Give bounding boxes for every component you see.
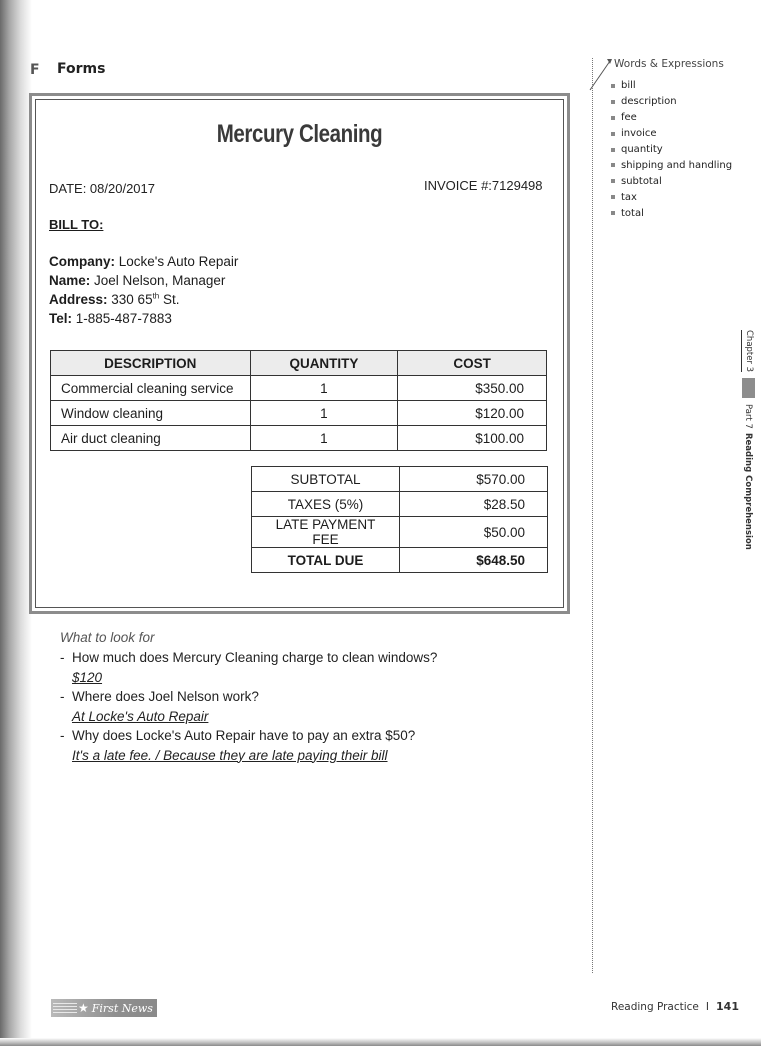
list-item bbox=[611, 142, 732, 158]
totals-value: $570.00 bbox=[400, 467, 548, 492]
invoice-number: INVOICE #:7129498 bbox=[424, 178, 543, 193]
list-item-text: shipping and handling bbox=[621, 159, 733, 171]
logo-streaks bbox=[53, 1003, 77, 1013]
page-number: 141 bbox=[716, 1000, 739, 1013]
part-section-label: Reading Comprehension bbox=[743, 432, 753, 550]
bullet-icon bbox=[611, 211, 615, 215]
bill-name-value: Joel Nelson, Manager bbox=[94, 273, 226, 288]
item-cost: $100.00 bbox=[398, 426, 547, 451]
tab-marker-block bbox=[742, 378, 755, 398]
item-cost: $350.00 bbox=[398, 376, 547, 401]
item-quantity: 1 bbox=[250, 426, 398, 451]
answer: At Locke's Auto Repair bbox=[72, 708, 209, 724]
totals-value: $648.50 bbox=[400, 548, 548, 573]
bill-address-value bbox=[111, 292, 179, 307]
what-to-look-for bbox=[60, 630, 437, 765]
list-item-text: tax bbox=[621, 191, 637, 203]
list-item-text: invoice bbox=[621, 128, 657, 140]
totals-row-subtotal bbox=[252, 467, 548, 492]
bullet-icon bbox=[611, 100, 615, 104]
bill-name-line bbox=[49, 271, 238, 290]
question bbox=[60, 687, 437, 707]
list-item bbox=[611, 173, 732, 189]
totals-label: TAXES (5%) bbox=[252, 492, 400, 517]
item-description: Commercial cleaning service bbox=[51, 376, 251, 401]
table-row bbox=[51, 426, 547, 451]
bill-address-suffix: th bbox=[152, 291, 160, 301]
part-label: Part 7 bbox=[743, 404, 753, 429]
bullet-icon bbox=[611, 132, 615, 136]
header-quantity: QUANTITY bbox=[250, 351, 398, 376]
chapter-label: Chapter 3 bbox=[741, 330, 755, 372]
bill-company-line bbox=[49, 252, 238, 271]
bill-address-number: 330 65 bbox=[111, 292, 153, 307]
words-expressions-title: Words & Expressions bbox=[614, 58, 724, 70]
bill-address-street: St. bbox=[159, 292, 180, 307]
totals-row-late-fee bbox=[252, 517, 548, 548]
invoice-inner-border bbox=[35, 99, 564, 608]
totals-row-taxes bbox=[252, 492, 548, 517]
bill-company-label: Company: bbox=[49, 254, 116, 269]
bullet-icon bbox=[611, 148, 615, 152]
answer: It's a late fee. / Because they are late paying their bill bbox=[72, 747, 388, 763]
bullet-icon bbox=[611, 179, 615, 183]
sidebar-divider bbox=[592, 58, 593, 973]
bullet-icon bbox=[611, 195, 615, 199]
page-footer bbox=[611, 1000, 739, 1013]
item-cost: $120.00 bbox=[398, 401, 547, 426]
list-item-text: subtotal bbox=[621, 175, 662, 187]
bill-address-line bbox=[49, 290, 238, 309]
list-item-text: total bbox=[621, 207, 644, 219]
items-header-row bbox=[51, 351, 547, 376]
bill-address-label: Address: bbox=[49, 292, 108, 307]
item-description: Air duct cleaning bbox=[51, 426, 251, 451]
table-row bbox=[51, 376, 547, 401]
totals-value: $50.00 bbox=[400, 517, 548, 548]
bullet-icon bbox=[611, 163, 615, 167]
answer: $120 bbox=[72, 669, 103, 685]
totals-value: $28.50 bbox=[400, 492, 548, 517]
question bbox=[60, 726, 437, 746]
dash-bullet: - bbox=[60, 728, 65, 743]
bullet-icon bbox=[611, 84, 615, 88]
list-item bbox=[611, 205, 732, 221]
footer-separator: I bbox=[705, 1001, 710, 1013]
book-spine-shadow bbox=[0, 0, 32, 1046]
list-item bbox=[611, 189, 732, 205]
list-item-text: bill bbox=[621, 80, 636, 92]
list-item-text: quantity bbox=[621, 144, 663, 155]
list-item bbox=[611, 157, 732, 173]
dash-bullet: - bbox=[60, 650, 65, 665]
words-expressions-list bbox=[611, 78, 732, 221]
question-text: How much does Mercury Cleaning charge to clean windows? bbox=[72, 650, 438, 665]
question bbox=[60, 648, 437, 668]
what-to-look-for-title: What to look for bbox=[60, 630, 155, 645]
bill-to-heading: BILL TO: bbox=[49, 217, 104, 232]
totals-label: SUBTOTAL bbox=[252, 467, 400, 492]
page-bottom-edge bbox=[0, 1038, 761, 1046]
list-item bbox=[611, 110, 732, 126]
logo-text: First News bbox=[91, 1001, 153, 1015]
totals-label: LATE PAYMENT FEE bbox=[252, 517, 400, 548]
table-row bbox=[51, 401, 547, 426]
bill-name-label: Name: bbox=[49, 273, 91, 288]
list-item bbox=[611, 94, 732, 110]
footer-label: Reading Practice bbox=[611, 1001, 699, 1013]
list-item-text: description bbox=[621, 96, 677, 108]
chapter-side-tab bbox=[741, 330, 755, 550]
invoice-date: DATE: 08/20/2017 bbox=[49, 181, 155, 196]
first-news-logo bbox=[51, 999, 157, 1017]
bill-to-details bbox=[49, 252, 238, 328]
bullet-icon bbox=[611, 116, 615, 120]
totals-table bbox=[251, 466, 548, 573]
bill-company-value: Locke's Auto Repair bbox=[118, 254, 239, 269]
section-letter: F bbox=[30, 62, 40, 78]
question-text: Why does Locke's Auto Repair have to pay an extra $50? bbox=[72, 728, 416, 743]
bill-tel-label: Tel: bbox=[49, 311, 72, 326]
dash-bullet: - bbox=[60, 689, 65, 704]
header-description: DESCRIPTION bbox=[51, 351, 251, 376]
invoice-company-title: Mercury Cleaning bbox=[216, 120, 383, 148]
question-text: Where does Joel Nelson work? bbox=[72, 689, 259, 704]
item-description: Window cleaning bbox=[51, 401, 251, 426]
item-quantity: 1 bbox=[250, 376, 398, 401]
star-icon: ★ bbox=[78, 1001, 89, 1015]
list-item-text: fee bbox=[621, 112, 637, 124]
list-item bbox=[611, 78, 732, 94]
bill-tel-value: 1-885-487-7883 bbox=[75, 311, 172, 326]
item-quantity: 1 bbox=[250, 401, 398, 426]
section-title: Forms bbox=[57, 61, 106, 77]
items-table bbox=[50, 350, 547, 451]
totals-label: TOTAL DUE bbox=[252, 548, 400, 573]
header-cost: COST bbox=[398, 351, 547, 376]
bill-tel-line bbox=[49, 309, 238, 328]
totals-row-total-due bbox=[252, 548, 548, 573]
corner-slash-decoration bbox=[588, 56, 612, 92]
list-item bbox=[611, 126, 732, 142]
invoice-frame bbox=[29, 93, 570, 614]
